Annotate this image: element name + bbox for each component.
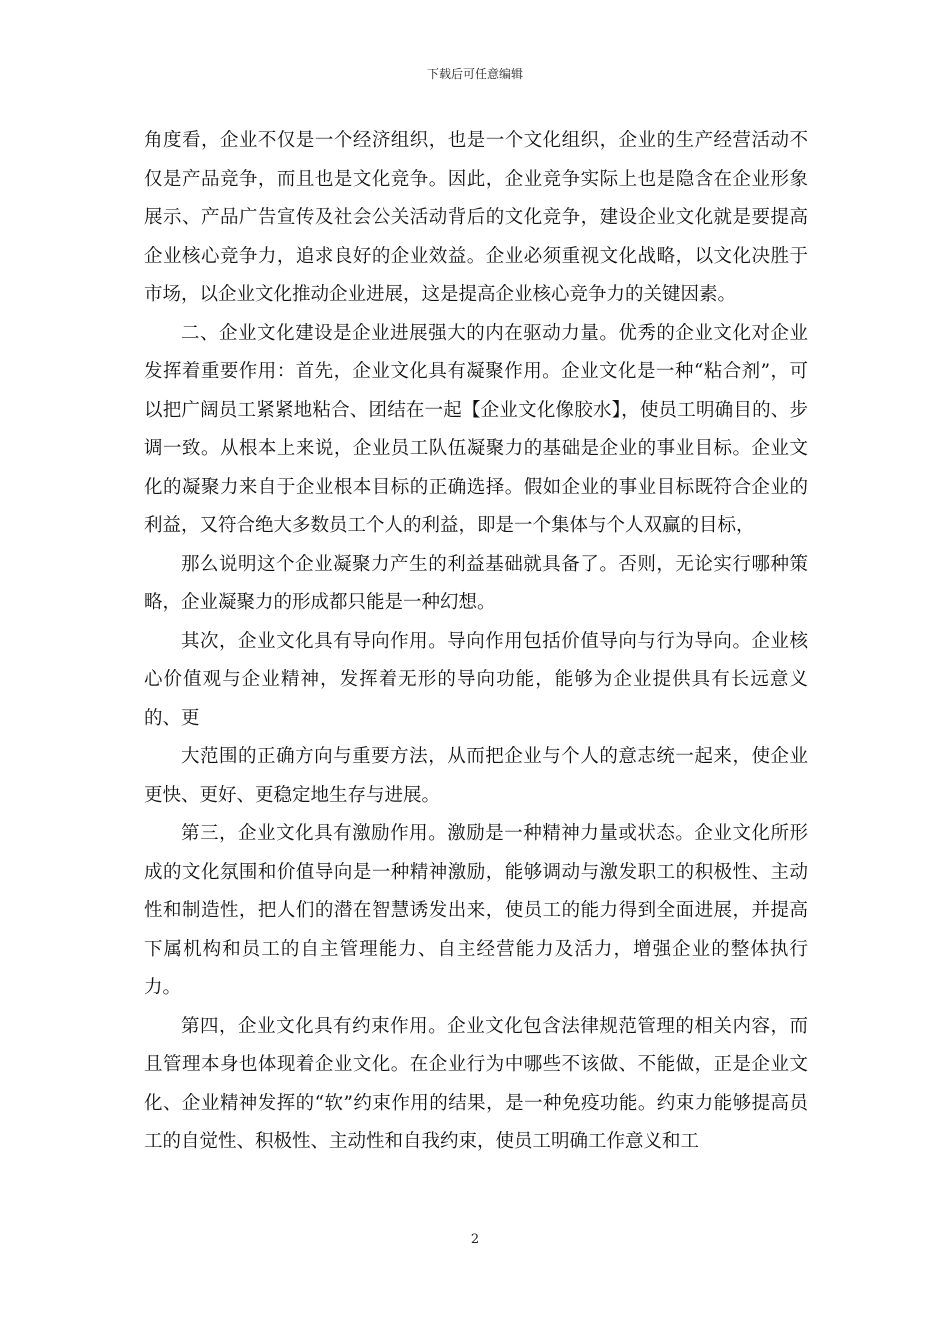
paragraph-2: 二、企业文化建设是企业进展强大的内在驱动力量。优秀的企业文化对企业发挥着重要作用：首先，企业文化具有凝聚作用。企业文化是一种“粘合剂”，可以把广阔员工紧紧地粘合、团结在一起【企业文化像胶水】，使员工明确目的、步调一致。从根本上来说，企业员工队伍凝聚力的基础是企业的事业目标。企业文化的凝聚力来自于企业根本目标的正确选择。假如企业的事业目标既符合企业的利益，又符合绝大多数员工个人的利益，即是一个集体与个人双赢的目标， [144,322,808,536]
paragraph-3: 那么说明这个企业凝聚力产生的利益基础就具备了。否则，无论实行哪种策略，企业凝聚力的形成都只能是一种幻想。 [144,553,808,613]
paragraph-5: 大范围的正确方向与重要方法，从而把企业与个人的意志统一起来，使企业更快、更好、更稳定地生存与进展。 [144,746,808,806]
paragraph-7: 第四，企业文化具有约束作用。企业文化包含法律规范管理的相关内容，而且管理本身也体现着企业文化。在企业行为中哪些不该做、不能做，正是企业文化、企业精神发挥的“软”约束作用的结果，是一种免疫功能。约束力能够提高员工的自觉性、积极性、主动性和自我约束，使员工明确工作意义和工 [144,1015,808,1152]
document-body [144,122,808,1162]
paragraph-4: 其次，企业文化具有导向作用。导向作用包括价值导向与行为导向。企业核心价值观与企业精神，发挥着无形的导向功能，能够为企业提供具有长远意义的、更 [144,630,808,729]
page-header: 下载后可任意编辑 [426,67,523,81]
paragraph-1: 角度看，企业不仅是一个经济组织，也是一个文化组织，企业的生产经营活动不仅是产品竞争，而且也是文化竞争。因此，企业竞争实际上也是隐含在企业形象展示、产品广告宣传及社会公关活动背后的文化竞争，建设企业文化就是要提高企业核心竞争力，追求良好的企业效益。企业必须重视文化战略，以文化决胜于市场，以企业文化推动企业进展，这是提高企业核心竞争力的关键因素。 [144,130,808,305]
page-number: 2 [470,1232,480,1247]
paragraph-6: 第三，企业文化具有激励作用。激励是一种精神力量或状态。企业文化所形成的文化氛围和价值导向是一种精神激励，能够调动与激发职工的积极性、主动性和制造性，把人们的潜在智慧诱发出来，使员工的能力得到全面进展，并提高下属机构和员工的自主管理能力、自主经营能力及活力，增强企业的整体执行力。 [144,823,808,998]
